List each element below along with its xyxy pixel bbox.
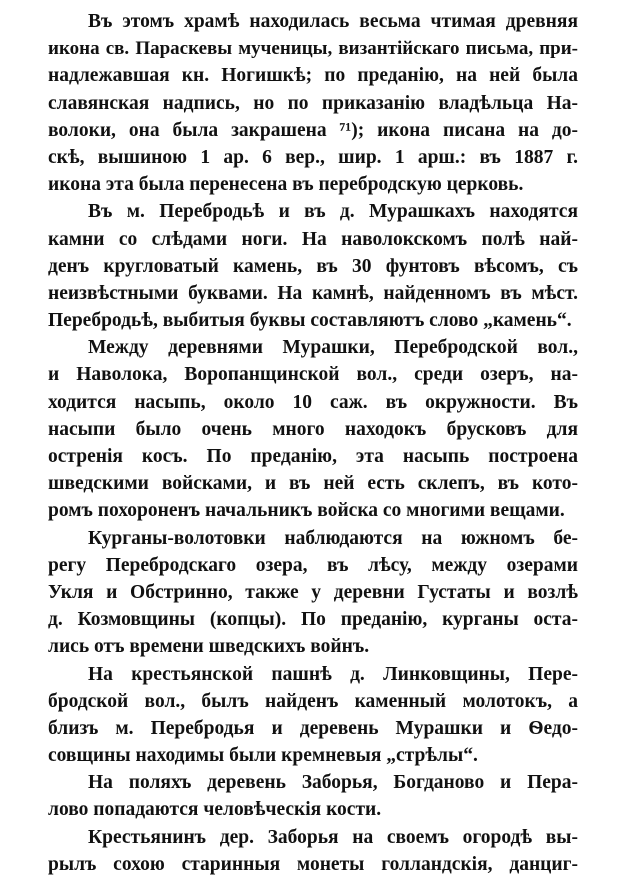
text-line: ромъ похороненъ начальникъ войска со многими вещами. bbox=[48, 500, 565, 522]
text-line: Крестьянинъ дер. Заборья на своемъ огородѣ вы- bbox=[88, 826, 578, 848]
text-line: насыпи было очень много находокъ брусковъ для bbox=[48, 418, 578, 440]
text-line: д. Козмовщины (копцы). По преданiю, курганы оста- bbox=[48, 609, 578, 631]
text-line: волоки, она была закрашена ⁷¹); икона писана на до- bbox=[48, 119, 578, 141]
text-line: Курганы-волотовки наблюдаются на южномъ бе- bbox=[88, 527, 578, 549]
text-line: совщины находимы были кремневыя „стрѣлы“. bbox=[48, 745, 478, 767]
text-line: шведскими войсками, и въ ней есть склепъ, въ кото- bbox=[48, 473, 578, 495]
text-line: неизвѣстными буквами. На камнѣ, найденномъ въ мѣст. bbox=[48, 282, 578, 304]
text-line: лово попадаются человѣческiя кости. bbox=[48, 799, 382, 821]
text-line: надлежавшая кн. Ногишкѣ; по преданiю, на ней была bbox=[48, 65, 578, 87]
text-line: славянская надпись, но по приказанiю владѣльца На- bbox=[48, 92, 578, 114]
text-line: лись отъ времени шведскихъ войнъ. bbox=[48, 636, 370, 658]
text-line: камни со слѣдами ноги. На наволокскомъ полѣ най- bbox=[48, 228, 578, 250]
text-line: На крестьянской пашнѣ д. Линковщины, Пере- bbox=[88, 663, 578, 685]
text-line: Въ м. Перебродьѣ и въ д. Мурашкахъ находятся bbox=[88, 201, 578, 223]
text-line: Укля и Обстринно, также у деревни Густаты и возлѣ bbox=[48, 581, 578, 603]
text-line: рылъ сохою старинныя монеты голландскiя, данциг- bbox=[48, 853, 578, 875]
text-line: Въ этомъ храмѣ находилась весьма чтимая древняя bbox=[88, 11, 578, 32]
text-line: икона эта была перенесена въ перебродскую церковь. bbox=[48, 174, 524, 196]
text-line: ходится насыпь, около 10 саж. въ окружности. Въ bbox=[48, 391, 578, 413]
text-line: и Наволока, Воропанщинской вол., среди озеръ, на- bbox=[48, 364, 578, 386]
text-line: Между деревнями Мурашки, Перебродской вол., bbox=[88, 337, 578, 359]
text-line: регу Перебродскаго озера, въ лѣсу, между озерами bbox=[48, 554, 578, 576]
text-line: денъ кругловатый камень, въ 30 фунтовъ вѣсомъ, съ bbox=[48, 255, 578, 277]
page-text bbox=[48, 8, 578, 878]
text-line: икона св. Параскевы мученицы, византiйскаго письма, при- bbox=[48, 38, 578, 60]
text-line: скѣ, вышиною 1 ар. 6 вер., шир. 1 арш.: въ 1887 г. bbox=[48, 146, 578, 168]
text-line: На поляхъ деревень Заборья, Богданово и Пера- bbox=[88, 772, 578, 794]
text-line: бродской вол., былъ найденъ каменный молотокъ, а bbox=[48, 690, 578, 712]
text-line: близъ м. Перебродья и деревень Мурашки и Ѳедо- bbox=[48, 717, 578, 739]
text-line: Перебродьѣ, выбитыя буквы составляютъ слово „камень“. bbox=[48, 310, 572, 332]
text-line: остренiя косъ. По преданiю, эта насыпь построена bbox=[48, 446, 578, 467]
